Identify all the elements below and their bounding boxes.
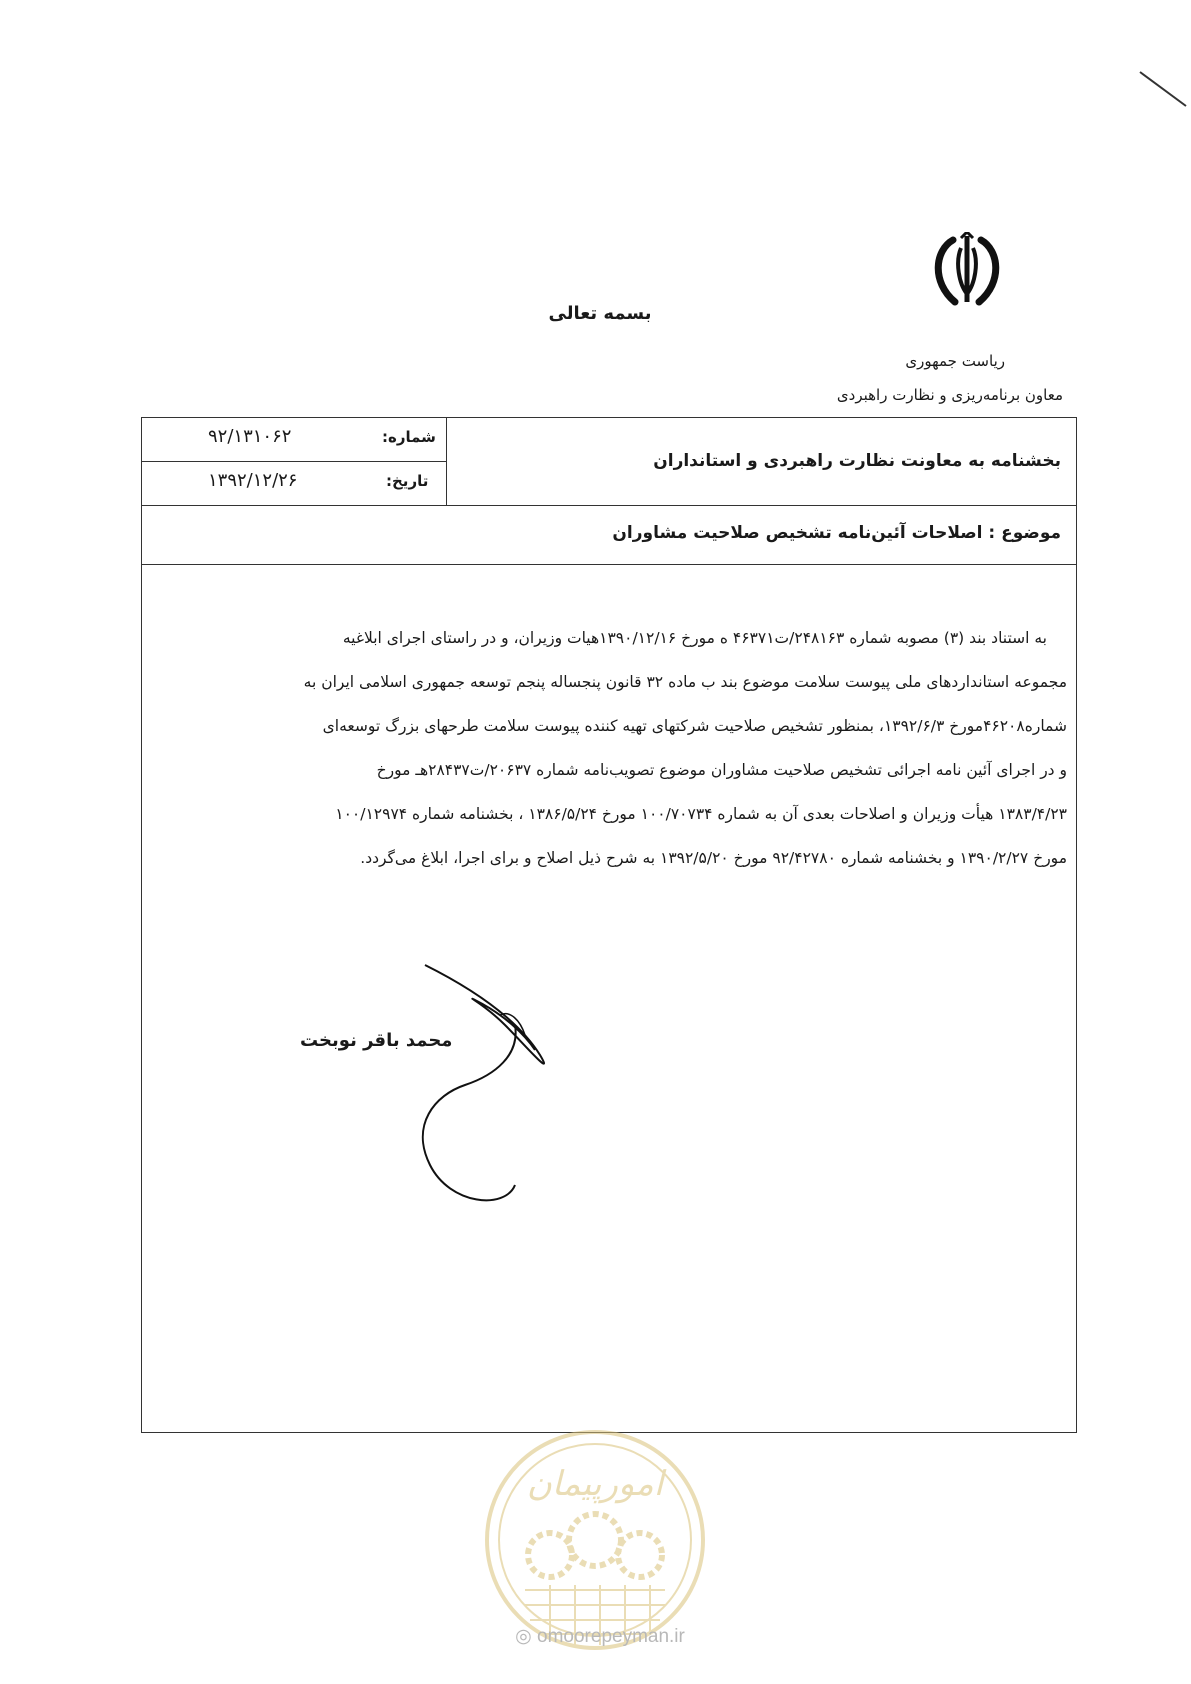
svg-text:امورپیمان: امورپیمان	[526, 1464, 664, 1504]
number-label: شماره:	[382, 428, 436, 446]
body-line: ۱۳۸۳/۴/۲۳ هیأت وزیران و اصلاحات بعدی آن به شماره ۱۰۰/۷۰۷۳۴ مورخ ۱۳۸۶/۵/۲۴ ، بخشنامه شماره ۱۰۰/۱۲۹۷۴	[335, 805, 1067, 823]
subject-divider	[141, 564, 1077, 565]
emblem-icon	[925, 232, 1009, 312]
header-divider	[141, 505, 1077, 506]
site-url: omoorepeyman.ir	[537, 1626, 685, 1647]
body-paragraph	[165, 616, 1067, 880]
number-value: ۹۲/۱۳۱۰۶۲	[208, 426, 292, 447]
body-line: و در اجرای آئین نامه اجرائی تشخیص صلاحیت مشاوران موضوع تصویب‌نامه شماره ۲۰۶۳۷/ت۲۸۴۳۷هـ مورخ	[376, 761, 1067, 779]
subject-line: موضوع : اصلاحات آئین‌نامه تشخیص صلاحیت مشاوران	[612, 523, 1061, 543]
meta-divider-horizontal	[141, 461, 446, 462]
signature-icon	[405, 955, 585, 1225]
body-line: به استناد بند (۳) مصوبه شماره ۲۴۸۱۶۳/ت۴۶۳۷۱ ه مورخ ۱۳۹۰/۱۲/۱۶هیات وزیران، و در راستای اجرای ابلاغیه	[342, 629, 1047, 647]
organization-line-2: معاون برنامه‌ریزی و نظارت راهبردی	[836, 386, 1063, 404]
body-line: شماره۴۶۲۰۸مورخ ۱۳۹۲/۶/۳، بمنظور تشخیص صلاحیت شرکتهای تهیه کننده پیوست سلامت طرحهای بزرگ توسعه‌ای	[322, 717, 1067, 735]
body-line: مورخ ۱۳۹۰/۲/۲۷ و بخشنامه شماره ۹۲/۴۲۷۸۰ مورخ ۱۳۹۲/۵/۲۰ به شرح ذیل اصلاح و برای اجرا، ابلاغ می‌گردد.	[360, 849, 1067, 867]
seal-watermark-icon	[480, 1420, 710, 1660]
bismillah: بسمه تعالی	[548, 303, 652, 324]
site-watermark	[490, 1625, 710, 1648]
date-label: تاریخ:	[386, 472, 429, 490]
meta-divider-vertical	[446, 417, 447, 505]
signer-name: محمد باقر نوبخت	[300, 1030, 453, 1051]
body-line: مجموعه استانداردهای ملی پیوست سلامت موضوع بند ب ماده ۳۲ قانون پنجساله پنجم توسعه جمهوری اسلامی ایران به	[303, 673, 1067, 691]
letter-frame	[141, 417, 1077, 1433]
circular-title: بخشنامه به معاونت نظارت راهبردی و استانداران	[653, 451, 1061, 471]
instagram-icon: ◎	[515, 1626, 532, 1647]
organization-line-1: ریاست جمهوری	[905, 352, 1005, 370]
date-value: ۱۳۹۲/۱۲/۲۶	[208, 470, 298, 491]
corner-pen-mark	[1138, 70, 1190, 110]
